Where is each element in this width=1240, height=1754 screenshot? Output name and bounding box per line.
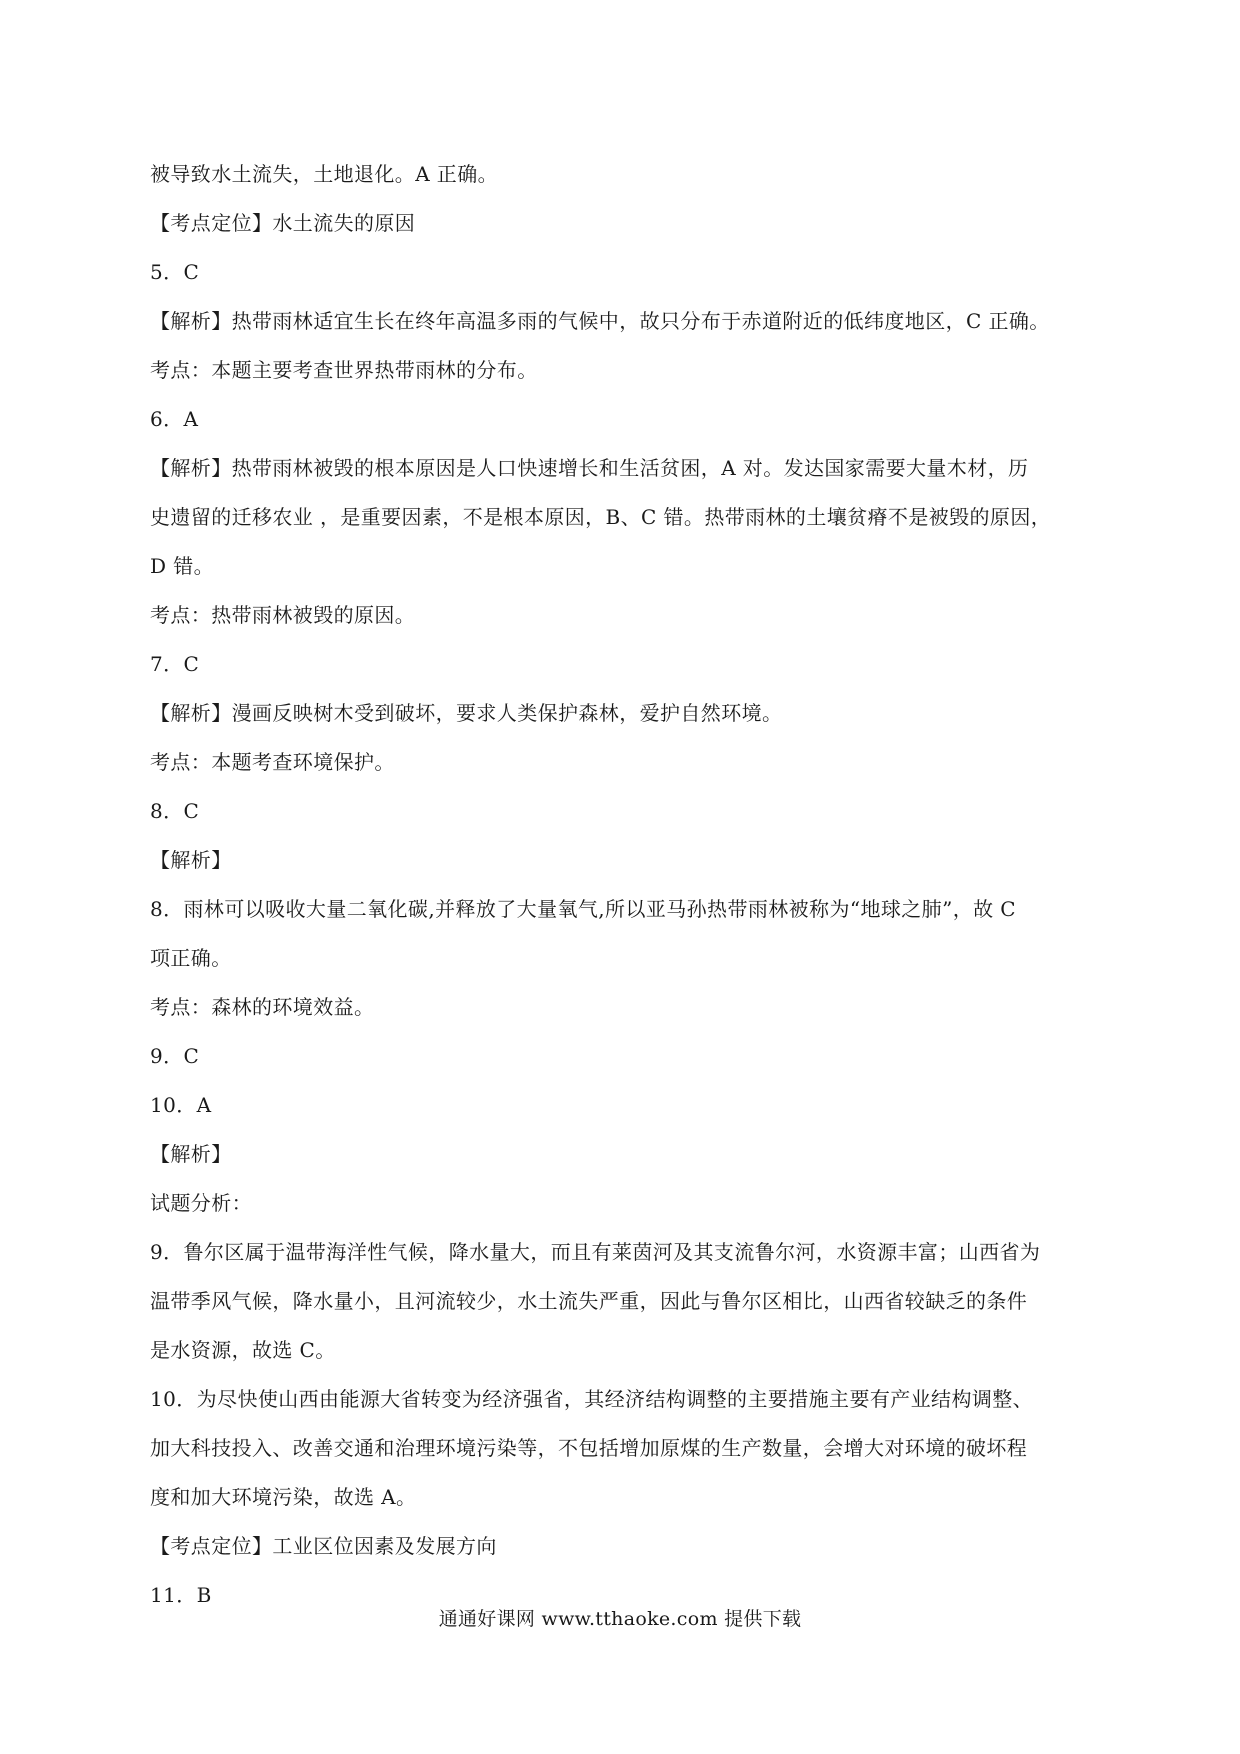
page-footer: 通通好课网 www.tthaoke.com 提供下载 <box>438 1608 802 1630</box>
answer-line: 5．C <box>150 260 200 284</box>
analysis-line: 【解析】热带雨林适宜生长在终年高温多雨的气候中，故只分布于赤道附近的低纬度地区，C 正确。 <box>150 309 1050 333</box>
analysis-heading: 【解析】 <box>150 1142 232 1166</box>
answer-line: 7．C <box>150 652 200 676</box>
answer-line: 6．A <box>150 407 199 431</box>
text-line: 试题分析： <box>150 1191 252 1215</box>
answer-line: 9．C <box>150 1044 200 1068</box>
answer-line: 11．B <box>150 1583 212 1607</box>
text-line: 温带季风气候，降水量小，且河流较少，水土流失严重，因此与鲁尔区相比，山西省较缺乏的条件 <box>150 1289 1028 1313</box>
section-tag-line: 【考点定位】水土流失的原因 <box>150 211 416 235</box>
text-line: 10．为尽快使山西由能源大省转变为经济强省，其经济结构调整的主要措施主要有产业结构调整、 <box>150 1387 1034 1411</box>
text-line: 9．鲁尔区属于温带海洋性气候，降水量大，而且有莱茵河及其支流鲁尔河，水资源丰富；山西省为 <box>150 1240 1041 1264</box>
text-line: 史遗留的迁移农业 ，是重要因素，不是根本原因，B、C 错。热带雨林的土壤贫瘠不是被毁的原因， <box>150 505 1052 529</box>
text-line: 8．雨林可以吸收大量二氧化碳,并释放了大量氧气,所以亚马孙热带雨林被称为“地球之肺”，故 C <box>150 897 1016 921</box>
exam-point-line: 考点：热带雨林被毁的原因。 <box>150 603 416 627</box>
text-line: 是水资源，故选 C。 <box>150 1338 336 1362</box>
exam-point-line: 考点：本题考查环境保护。 <box>150 750 395 774</box>
answer-line: 10．A <box>150 1093 212 1117</box>
analysis-heading: 【解析】 <box>150 848 232 872</box>
text-line: D 错。 <box>150 554 214 578</box>
text-line: 项正确。 <box>150 946 232 970</box>
exam-point-line: 考点：森林的环境效益。 <box>150 995 375 1019</box>
exam-point-line: 考点：本题主要考查世界热带雨林的分布。 <box>150 358 538 382</box>
text-line: 度和加大环境污染，故选 A。 <box>150 1485 417 1509</box>
answer-line: 8．C <box>150 799 200 823</box>
section-tag-line: 【考点定位】工业区位因素及发展方向 <box>150 1534 497 1558</box>
analysis-line: 【解析】热带雨林被毁的根本原因是人口快速增长和生活贫困，A 对。发达国家需要大量木材，历 <box>150 456 1029 480</box>
text-line: 加大科技投入、改善交通和治理环境污染等，不包括增加原煤的生产数量，会增大对环境的破坏程 <box>150 1436 1028 1460</box>
document-body <box>150 150 1100 1620</box>
text-line: 被导致水土流失，土地退化。A 正确。 <box>150 162 499 186</box>
analysis-line: 【解析】漫画反映树木受到破坏，要求人类保护森林，爱护自然环境。 <box>150 701 783 725</box>
